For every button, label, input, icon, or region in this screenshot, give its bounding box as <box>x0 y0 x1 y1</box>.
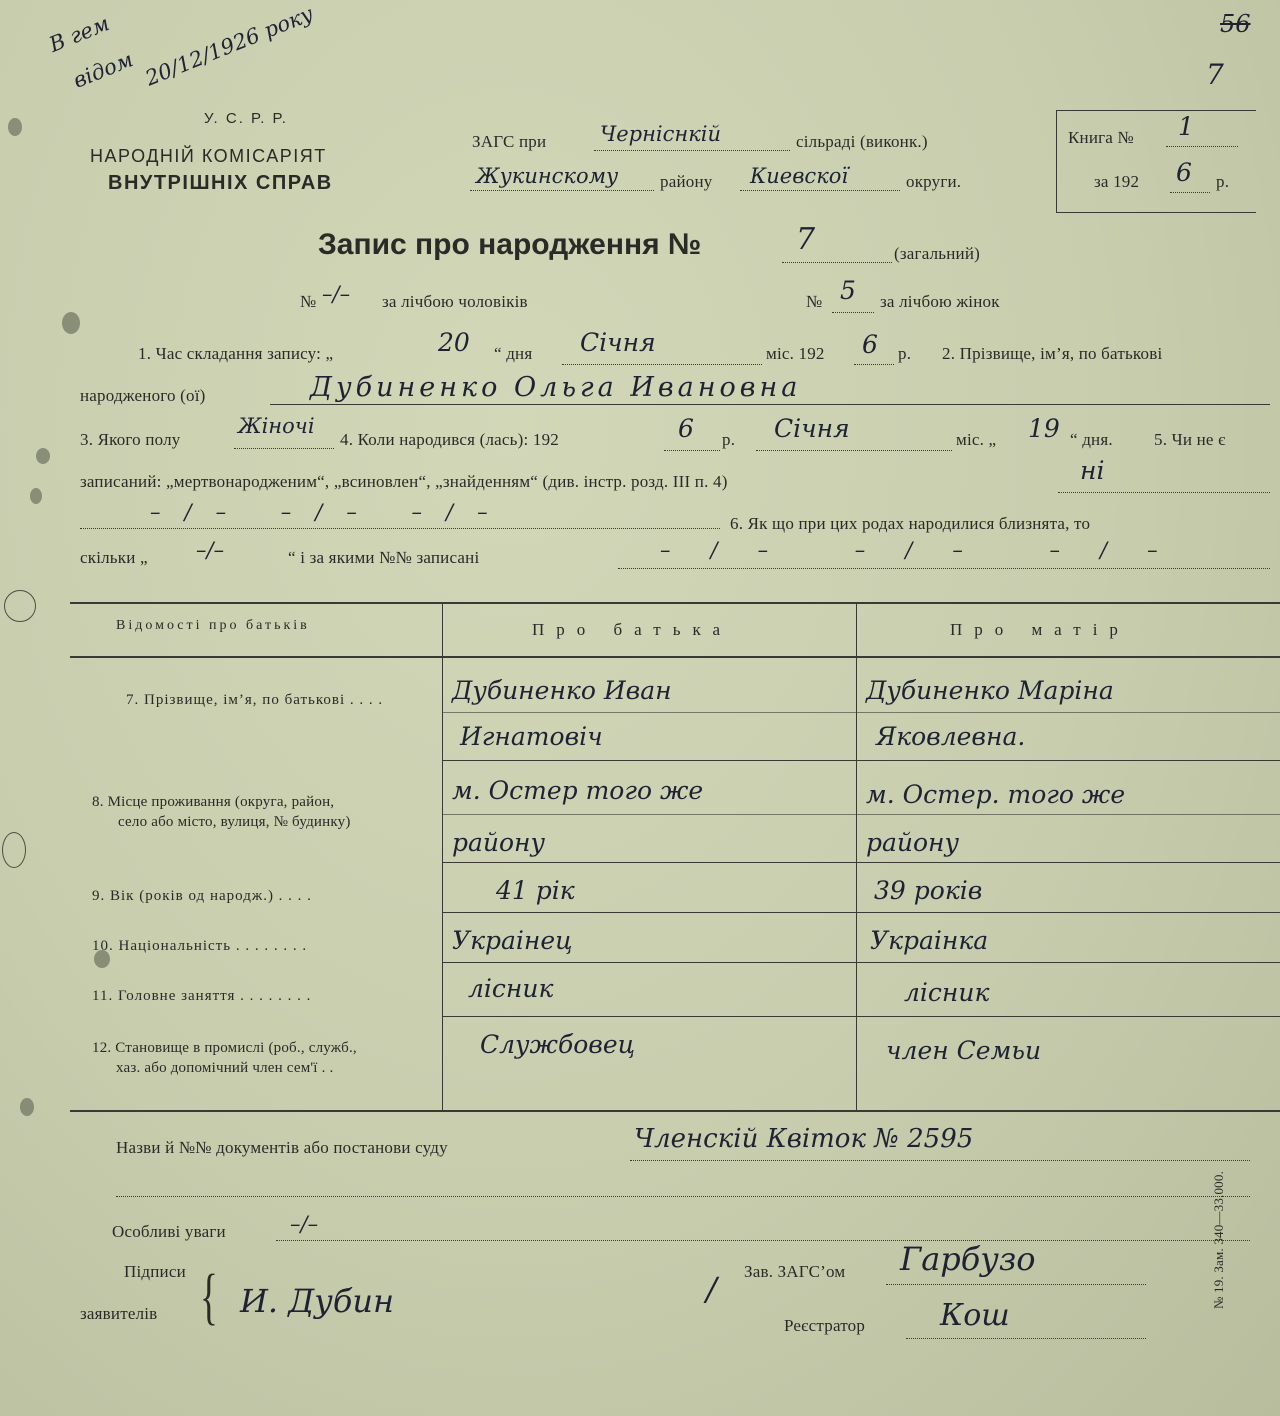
row7-mother-underline <box>856 712 1280 713</box>
table-col-divider-2 <box>856 603 857 1111</box>
raion-label: району <box>660 172 713 191</box>
row9-father-value: 41 рік <box>496 876 575 905</box>
book-year-digit: 6 <box>1176 158 1192 187</box>
field1-year-line <box>854 364 894 365</box>
field6-mid-label: “ і за якими №№ записані <box>288 548 480 567</box>
row12-father-value: Службовец <box>480 1030 636 1059</box>
row8-mother-line2: району <box>866 828 960 857</box>
binder-ring-hole <box>4 590 36 622</box>
binder-ring-hole <box>2 832 26 868</box>
sheet-number: 7 <box>1206 58 1224 91</box>
field1-year-suffix: р. <box>898 344 912 363</box>
record-number-line <box>782 262 892 263</box>
field2-label: 2. Прізвище, ім’я, по батькові <box>942 344 1163 363</box>
field4-month-value: Січня <box>774 414 850 443</box>
okruha-value: Киевскої <box>750 164 849 188</box>
field6-line <box>618 568 1270 569</box>
punch-hole <box>62 312 80 334</box>
zags-prefix: ЗАГС при <box>472 132 547 151</box>
punch-hole <box>8 118 22 136</box>
row12-label-line1: 12. Становище в промислі (роб., служб., <box>92 1040 357 1056</box>
registrar-signature: Кош <box>940 1298 1010 1333</box>
field3-label: 3. Якого полу <box>80 430 181 449</box>
row7-mother-line1: Дубиненко Маріна <box>866 676 1114 705</box>
corner-annotation-line2: відом <box>69 47 137 93</box>
table-header-father: Про батька <box>532 620 733 639</box>
field1-label: 1. Час складання запису: „ <box>138 344 334 363</box>
row11-bottom-border <box>442 1016 1280 1017</box>
punch-hole <box>36 448 50 464</box>
female-count-label: за лічбою жінок <box>880 292 1000 311</box>
table-col-divider-1 <box>442 603 443 1111</box>
signature-separator: / <box>706 1270 717 1308</box>
punch-hole <box>30 488 42 504</box>
field5-value: ні <box>1080 456 1105 485</box>
table-top-border <box>70 602 1280 604</box>
row7-mother-line2: Яковлевна. <box>876 722 1026 751</box>
row8-label-line2: село або місто, вулиця, № будинку) <box>118 814 351 830</box>
documents-line-2 <box>116 1196 1250 1197</box>
female-count-prefix: № <box>806 292 823 311</box>
commissariat-line2: ВНУТРІШНІХ СПРАВ <box>108 172 333 194</box>
row11-label: 11. Головне заняття . . . . . . . . <box>92 988 312 1004</box>
field2-line <box>270 404 1270 405</box>
corner-annotation-line3: 20/12/1926 року <box>142 1 317 91</box>
field4-day-value: 19 <box>1028 414 1060 443</box>
field1-year-prefix: міс. 192 <box>766 344 825 363</box>
zags-head-label: Зав. ЗАГС’ом <box>744 1262 846 1281</box>
book-box-bottom-border <box>1056 212 1256 213</box>
field5-dashes: –/– –/– –/– <box>150 500 512 524</box>
field2-value: Дубиненко Ольга Ивановна <box>310 372 802 403</box>
row8-father-line1: м. Остер того же <box>452 776 704 805</box>
corner-annotation-line1: В гем <box>45 11 113 57</box>
row9-mother-value: 39 років <box>874 876 983 905</box>
row7-label: 7. Прізвище, ім’я, по батькові . . . . <box>126 692 384 708</box>
printer-mark: № 19. Зам. 340—33.000. <box>1211 1170 1227 1310</box>
field4-month-suffix: міс. „ <box>956 430 997 449</box>
punch-hole <box>20 1098 34 1116</box>
book-number-line <box>1166 146 1238 147</box>
zags-village-value: Черніснкій <box>600 122 722 146</box>
row10-father-value: Украінец <box>452 926 573 955</box>
field6-value: –/– –/– –/– <box>660 538 1198 562</box>
female-count-line <box>832 312 874 313</box>
table-header-mother: Про матір <box>950 620 1130 639</box>
row8-mother-line1: м. Остер. того же <box>866 780 1126 809</box>
field5-line <box>1058 492 1270 493</box>
row10-label: 10. Національність . . . . . . . . <box>92 938 308 954</box>
field6-label: 6. Як що при цих родах народилися близнята, то <box>730 514 1091 533</box>
field5-label-cont: записаний: „мертвонародженим“, „всиновлен“, „знайденням“ (див. інстр. розд. III п. 4) <box>80 472 728 491</box>
book-year-prefix: за 192 <box>1094 172 1140 191</box>
row11-father-value: лісник <box>468 974 554 1003</box>
documents-value: Членскій Квіток № 2595 <box>634 1124 974 1154</box>
field4-month-line <box>756 450 952 451</box>
zags-suffix: сільраді (виконк.) <box>796 132 928 151</box>
book-label: Книга № <box>1068 128 1134 147</box>
okruha-line <box>740 190 900 191</box>
zags-head-line <box>886 1284 1146 1285</box>
male-count-prefix: № <box>300 292 317 311</box>
zags-village-line <box>594 150 790 151</box>
row12-label-line2: хаз. або допомічний член сем'ї . . <box>116 1060 334 1076</box>
zags-head-signature: Гарбузо <box>900 1240 1036 1278</box>
record-title-suffix: (загальний) <box>894 244 980 263</box>
applicant-signature: И. Дубин <box>240 1282 395 1320</box>
field1-day-value: 20 <box>438 328 470 357</box>
table-header-info: Відомості про батьків <box>116 618 310 633</box>
documents-line <box>630 1160 1250 1161</box>
table-header-bottom-border <box>70 656 1280 658</box>
row8-father-line2: району <box>452 828 546 857</box>
field6-count-value: –/– <box>196 538 225 562</box>
sheet-number-crossed: 56 <box>1220 10 1251 38</box>
row7-father-underline <box>442 712 856 713</box>
field5-label: 5. Чи не є <box>1154 430 1226 449</box>
documents-label: Назви й №№ документів або постанови суду <box>116 1138 448 1157</box>
field1-month-value: Січня <box>580 328 656 357</box>
field3-value: Жіночі <box>238 414 315 438</box>
field4-year-digit: 6 <box>678 414 694 443</box>
okruha-label: округи. <box>906 172 962 191</box>
field5-dash-line <box>80 528 720 529</box>
signatures-label-line1: Підписи <box>124 1262 186 1281</box>
signatures-label-line2: заявителів <box>80 1304 158 1323</box>
ussr-label: У. С. Р. Р. <box>204 110 288 127</box>
raion-line <box>470 190 654 191</box>
book-box-top-border <box>1056 110 1256 111</box>
male-count-value: –/– <box>322 282 351 306</box>
row8-label-line1: 8. Місце проживання (округа, район, <box>92 794 335 810</box>
raion-value: Жукинскому <box>476 164 619 188</box>
field1-year-digit: 6 <box>862 330 878 359</box>
row10-mother-value: Украінка <box>870 926 989 955</box>
book-year-suffix: р. <box>1216 172 1230 191</box>
field1-day-suffix: “ дня <box>494 344 533 363</box>
commissariat-line1: НАРОДНІЙ КОМІСАРІЯТ <box>90 146 327 166</box>
field1-month-line <box>562 364 762 365</box>
field4-day-suffix: “ дня. <box>1070 430 1113 449</box>
field6-label-cont: скільки „ <box>80 548 148 567</box>
row8-mid-line <box>442 814 1280 815</box>
field4-label: 4. Коли народився (лась): 192 <box>340 430 559 449</box>
book-box-left-border <box>1056 110 1057 212</box>
row8-bottom-border <box>442 862 1280 863</box>
row7-father-line1: Дубиненко Иван <box>452 676 672 705</box>
book-year-line <box>1170 192 1210 193</box>
notes-label: Особливі уваги <box>112 1222 226 1241</box>
female-count-value: 5 <box>840 276 856 305</box>
row9-bottom-border <box>442 912 1280 913</box>
record-number: 7 <box>796 222 816 257</box>
field2-label-cont: народженого (ої) <box>80 386 206 405</box>
row12-mother-value: член Семьи <box>886 1036 1042 1065</box>
row7-father-line2: Игнатовіч <box>460 722 603 751</box>
registrar-line <box>906 1338 1146 1339</box>
row11-mother-value: лісник <box>904 978 990 1007</box>
notes-value: –/– <box>290 1212 319 1236</box>
book-number: 1 <box>1178 112 1194 141</box>
registrar-label: Реєстратор <box>784 1316 866 1335</box>
table-bottom-border <box>70 1110 1280 1112</box>
record-title: Запис про народження № <box>318 228 702 261</box>
male-count-label: за лічбою чоловіків <box>382 292 528 311</box>
field4-year-line <box>664 450 720 451</box>
field3-line <box>234 448 334 449</box>
field4-year-suffix: р. <box>722 430 736 449</box>
row9-label: 9. Вік (років од народж.) . . . . <box>92 888 312 904</box>
row10-bottom-border <box>442 962 1280 963</box>
signatures-brace: { <box>199 1263 218 1331</box>
row7-bottom-border <box>442 760 1280 761</box>
notes-line <box>276 1240 1250 1241</box>
